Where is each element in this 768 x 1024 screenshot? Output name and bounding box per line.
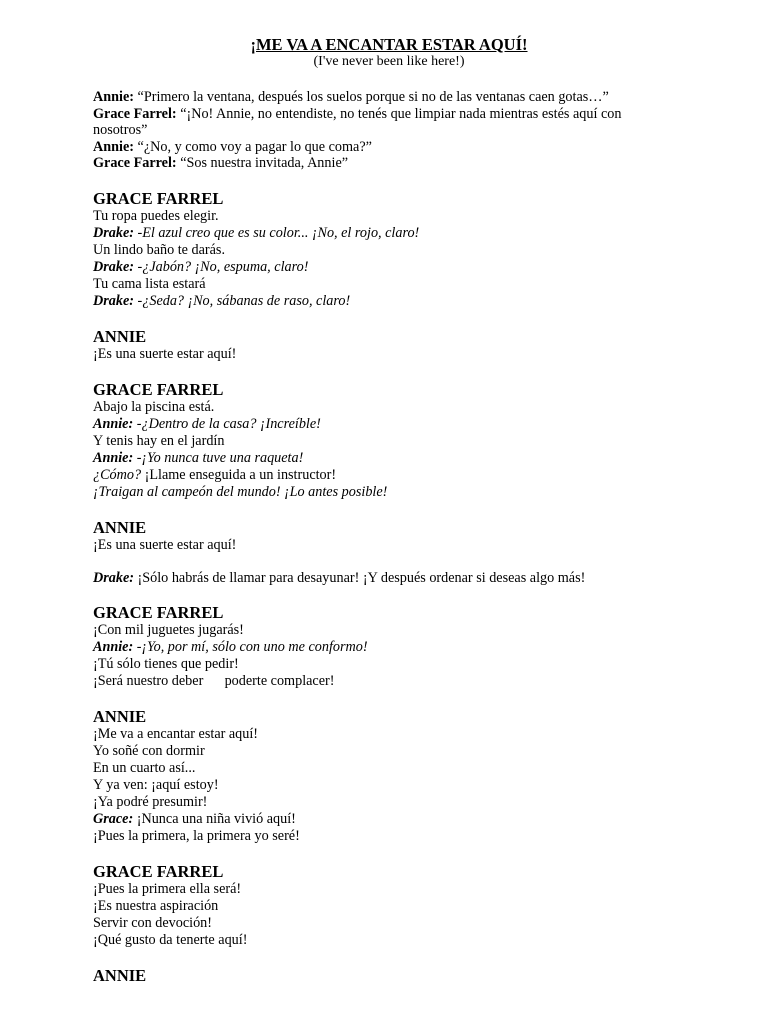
verse-section [93, 707, 693, 845]
section-heading: GRACE FARREL [93, 602, 224, 622]
lyric-text: ¡Llame enseguida a un instructor! [141, 466, 337, 483]
section-heading: ANNIE [93, 517, 147, 537]
lyric-line: ¡Tú sólo tienes que pedir! [93, 655, 239, 672]
lyric-line: Tu cama lista estará [93, 275, 206, 292]
lyric-text: -¿Seda? ¡No, sábanas de raso, claro! [133, 292, 351, 309]
speaker-name: Grace Farrel: [93, 155, 177, 172]
dialogue-line [93, 139, 633, 156]
verse-section [93, 603, 693, 690]
lyric-line [93, 416, 693, 433]
lyric-line: Tu ropa puedes elegir. [93, 207, 219, 224]
lyric-text: ¡Sólo habrás de llamar para desayunar! ¡Y después ordenar si deseas algo más! [133, 569, 586, 586]
lyric-text: -¡Yo, por mí, sólo con uno me conformo! [133, 638, 368, 655]
speaker-name: Annie: [93, 138, 134, 155]
speaker-name: Drake: [93, 292, 134, 309]
lyric-line [93, 259, 693, 276]
speaker-name: Grace: [93, 810, 134, 827]
lyric-line: ¡Traigan al campeón del mundo! ¡Lo antes posible! [93, 483, 388, 500]
opening-dialogue [93, 89, 633, 172]
lyric-text: -El azul creo que es su color... ¡No, el rojo, claro! [133, 224, 420, 241]
lyric-text: -¿Dentro de la casa? ¡Increíble! [133, 415, 321, 432]
dialogue-text: “¡No! Annie, no entendiste, no tenés que limpiar nada mientras estés aquí con nosotros” [93, 105, 625, 139]
lyric-line: ¡Es nuestra aspiración [93, 897, 219, 914]
verse-section [93, 966, 693, 985]
dialogue-text: “¿No, y como voy a pagar lo que coma?” [134, 138, 372, 155]
dialogue-line [93, 106, 633, 139]
speaker-name: Grace Farrel: [93, 105, 177, 122]
verse-section [93, 380, 693, 501]
lyric-line [93, 293, 693, 310]
lyric-line: Y ya ven: ¡aquí estoy! [93, 776, 219, 793]
verse-section [93, 862, 693, 949]
lyric-text: -¿Jabón? ¡No, espuma, claro! [133, 258, 309, 275]
lyric-line [93, 811, 693, 828]
verse-section [93, 518, 693, 554]
speaker-name: Drake: [93, 569, 134, 586]
lyric-line: ¡Qué gusto da tenerte aquí! [93, 931, 248, 948]
lyric-text: ¿Cómo? [93, 466, 142, 483]
spoken-line-section [93, 570, 693, 587]
lyric-line: En un cuarto así... [93, 759, 196, 776]
speaker-name: Annie: [93, 89, 134, 105]
lyrics-page [93, 36, 693, 985]
lyric-text: -¡Yo nunca tuve una raqueta! [133, 449, 304, 466]
dialogue-line [93, 89, 633, 106]
speaker-name: Annie: [93, 638, 134, 655]
lyric-line: ¡Es una suerte estar aquí! [93, 345, 237, 362]
lyric-line: Y tenis hay en el jardín [93, 432, 225, 449]
lyric-line [93, 450, 693, 467]
section-heading: GRACE FARREL [93, 188, 224, 208]
lyric-line [93, 225, 693, 242]
lyric-line [93, 467, 693, 484]
lyric-line: ¡Pues la primera ella será! [93, 880, 242, 897]
speaker-name: Drake: [93, 224, 134, 241]
lyric-line [93, 639, 693, 656]
lyric-line: ¡Me va a encantar estar aquí! [93, 725, 259, 742]
song-subtitle: (I've never been like here!) [313, 54, 465, 69]
lyric-line: ¡Será nuestro deber poderte complacer! [93, 672, 335, 689]
speaker-name: Annie: [93, 449, 134, 466]
song-title: ¡ME VA A ENCANTAR ESTAR AQUÍ! [250, 35, 528, 54]
lyric-line: Yo soñé con dormir [93, 742, 205, 759]
lyric-line [93, 570, 693, 587]
section-heading: ANNIE [93, 326, 147, 346]
lyric-line: Un lindo baño te darás. [93, 241, 225, 258]
dialogue-text: “Sos nuestra invitada, Annie” [176, 155, 349, 172]
lyric-line: Servir con devoción! [93, 914, 212, 931]
lyric-line: ¡Ya podré presumir! [93, 793, 208, 810]
lyric-line: Abajo la piscina está. [93, 398, 215, 415]
lyric-text: ¡Nunca una niña vivió aquí! [133, 810, 296, 827]
verse-section [93, 189, 693, 310]
section-heading: ANNIE [93, 965, 147, 985]
section-heading: GRACE FARREL [93, 861, 224, 881]
dialogue-line [93, 155, 633, 172]
dialogue-text: “Primero la ventana, después los suelos porque si no de las ventanas caen gotas…” [134, 89, 609, 105]
lyric-line: ¡Con mil juguetes jugarás! [93, 621, 244, 638]
lyric-line: ¡Es una suerte estar aquí! [93, 536, 237, 553]
section-heading: ANNIE [93, 706, 147, 726]
lyric-line: ¡Pues la primera, la primera yo seré! [93, 827, 300, 844]
speaker-name: Annie: [93, 415, 134, 432]
section-heading: GRACE FARREL [93, 379, 224, 399]
verse-section [93, 327, 693, 363]
speaker-name: Drake: [93, 258, 134, 275]
